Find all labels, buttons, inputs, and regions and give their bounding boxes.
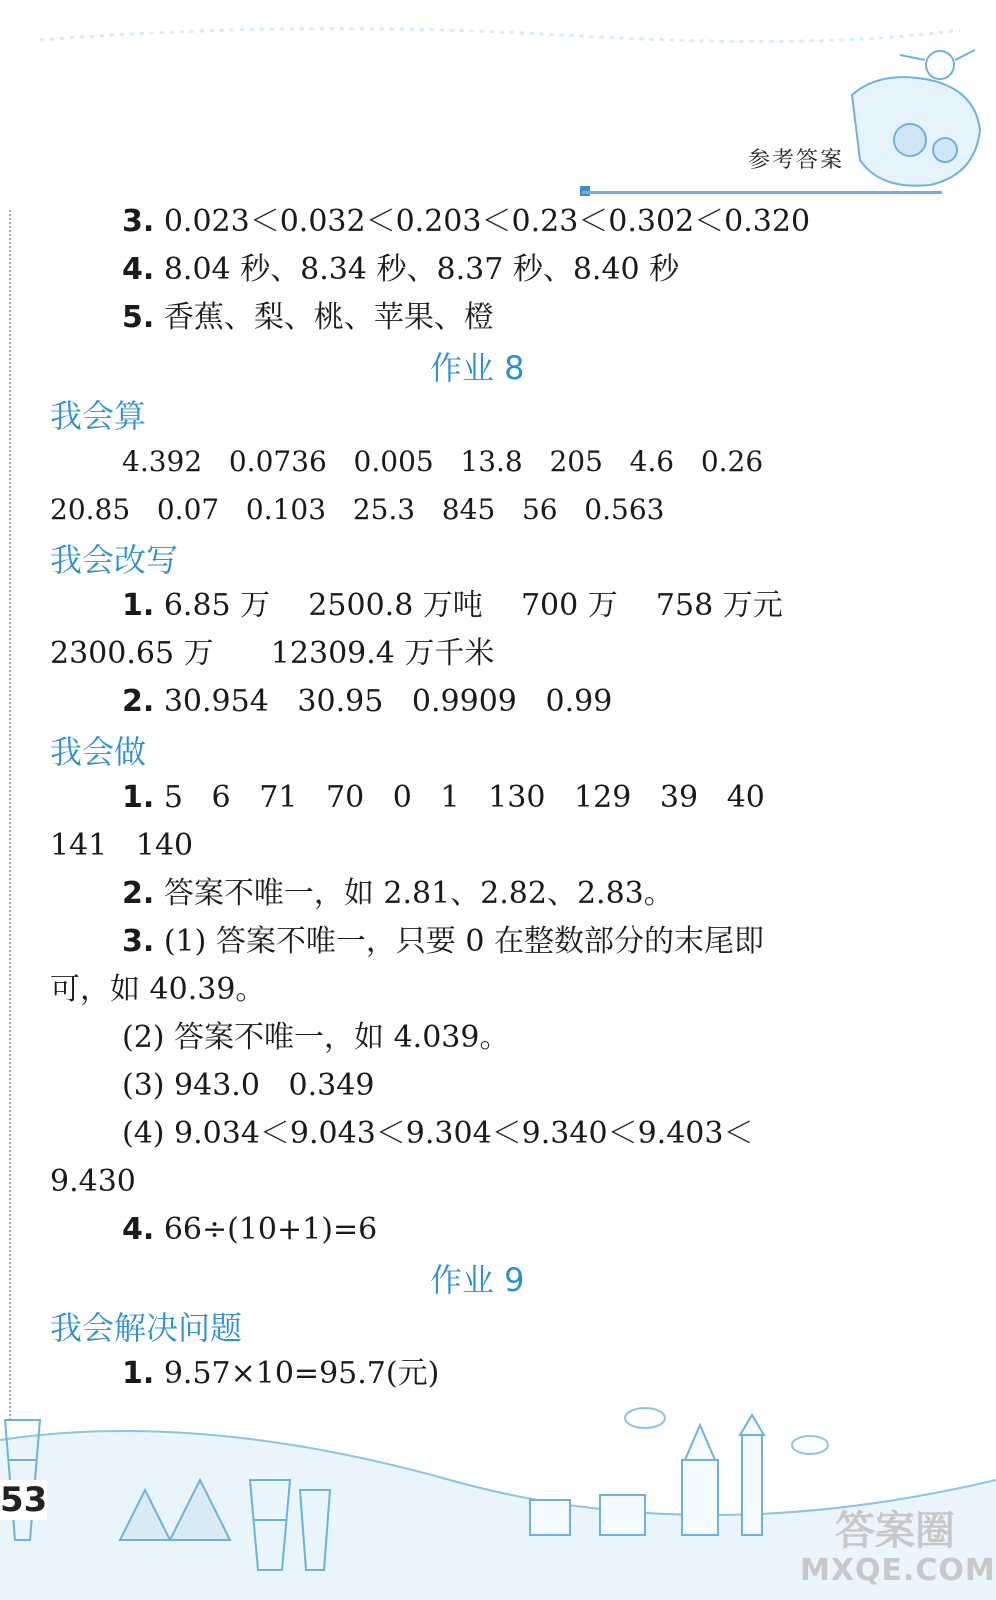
header-rule xyxy=(582,191,942,194)
cloud-icon xyxy=(625,1408,828,1454)
answer-line: 1. 6.85 万 2500.8 万吨 700 万 758 万元 xyxy=(122,588,783,623)
answer-line: (4) 9.034＜9.043＜9.304＜9.340＜9.403＜ xyxy=(122,1116,754,1151)
header-decoration xyxy=(0,0,996,200)
page-number: 53 xyxy=(0,1480,48,1520)
header-label: 参考答案 xyxy=(748,148,845,173)
section-heading-do: 我会做 xyxy=(50,733,147,771)
watermark-title: 答案圈 xyxy=(835,1508,955,1554)
answer-line: 3. (1) 答案不唯一，只要 0 在整数部分的末尾即 xyxy=(122,924,765,959)
section-heading-rewrite: 我会改写 xyxy=(50,541,179,579)
answer-line: 2300.65 万 12309.4 万千米 xyxy=(50,636,495,671)
margin-dotted-line xyxy=(9,210,11,1420)
homework-9-title: 作业 9 xyxy=(430,1261,525,1299)
answer-line: (3) 943.0 0.349 xyxy=(122,1068,375,1103)
homework-8-title: 作业 8 xyxy=(430,349,525,387)
answer-line: 2. 答案不唯一，如 2.81、2.82、2.83。 xyxy=(122,876,674,911)
watermark-url: MXQE.COM xyxy=(800,1553,996,1588)
answer-line: 9.430 xyxy=(50,1164,136,1199)
answer-line: 2. 30.954 30.95 0.9909 0.99 xyxy=(122,684,613,719)
answer-line: 5. 香蕉、梨、桃、苹果、橙 xyxy=(122,300,494,335)
answer-line: (2) 答案不唯一，如 4.039。 xyxy=(122,1020,510,1055)
answer-line: 1. 9.57×10=95.7(元) xyxy=(122,1356,440,1391)
answer-line: 4. 8.04 秒、8.34 秒、8.37 秒、8.40 秒 xyxy=(122,252,680,287)
rocket-cartoon-icon xyxy=(852,50,980,186)
answer-line: 可，如 40.39。 xyxy=(50,972,266,1007)
answer-line: 4. 66÷(10+1)=6 xyxy=(122,1212,378,1247)
answer-line: 4.392 0.0736 0.005 13.8 205 4.6 0.26 xyxy=(122,445,764,478)
answer-line: 1. 5 6 71 70 0 1 130 129 39 40 xyxy=(122,780,765,815)
section-heading-calc: 我会算 xyxy=(50,397,147,435)
answer-line: 20.85 0.07 0.103 25.3 845 56 0.563 xyxy=(50,493,665,526)
section-heading-solve: 我会解决问题 xyxy=(50,1309,243,1347)
answer-line: 3. 0.023＜0.032＜0.203＜0.23＜0.302＜0.320 xyxy=(122,204,811,239)
watermark xyxy=(800,1508,996,1588)
answer-line: 141 140 xyxy=(50,828,194,863)
